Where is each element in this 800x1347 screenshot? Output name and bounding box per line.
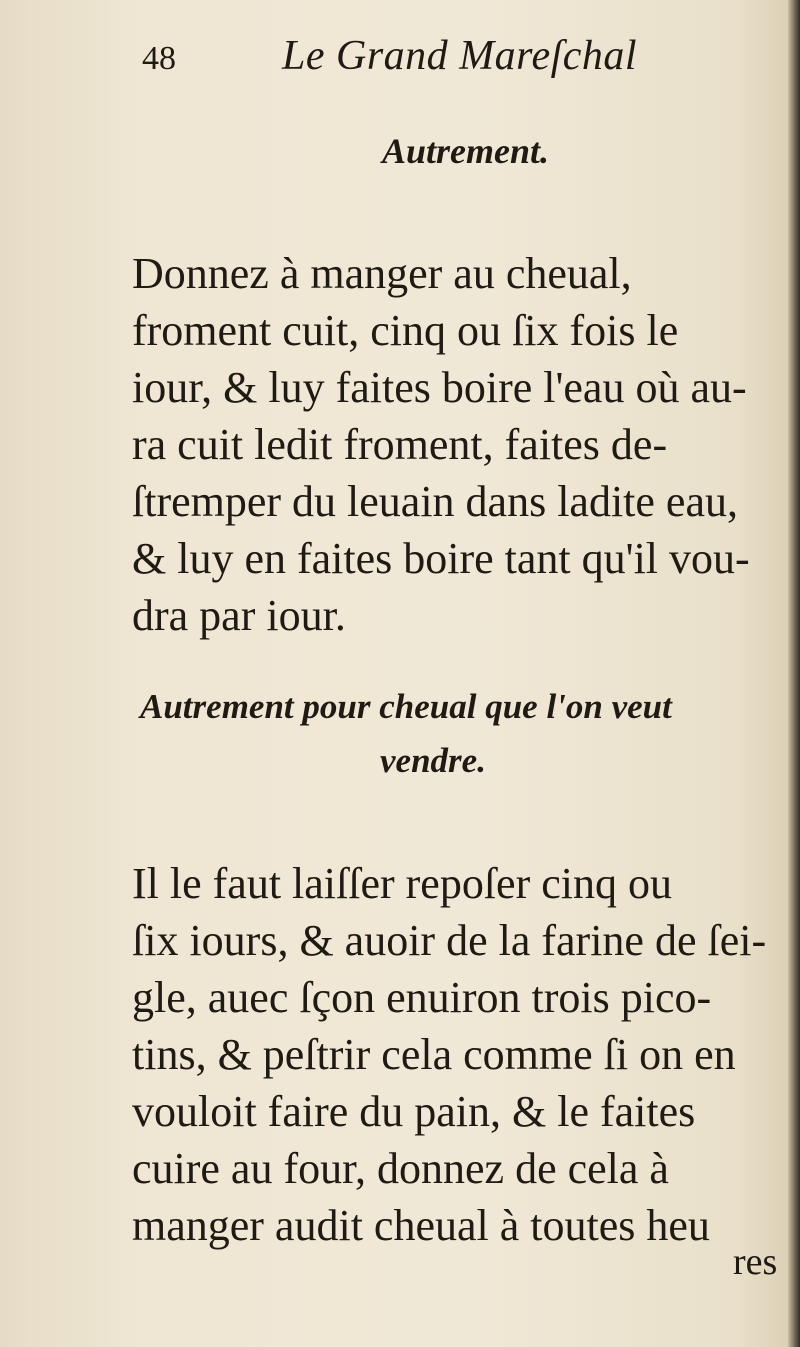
text-line: vouloit faire du pain, & le faites [132,1087,696,1136]
paragraph-1 [132,245,792,644]
text-line: froment cuit, cinq ou ſix fois le [132,306,679,355]
text-line: ſtremper du leuain dans ladite eau, [132,477,738,526]
heading-line: vendre. [380,741,486,780]
catchword: res [733,1241,778,1283]
text-line: cuire au four, donnez de cela à [132,1144,669,1193]
paragraph-2 [132,855,792,1254]
section-heading-2 [140,680,790,788]
text-line: iour, & luy faites boire l'eau où au- [132,363,747,412]
section-heading: Autrement. [382,131,550,171]
text-line: dra par iour. [132,591,346,640]
text-line: ra cuit ledit froment, faites de- [132,420,668,469]
page-header [142,32,702,92]
text-line: Il le faut laiſſer repoſer cinq ou [132,859,672,908]
text-line: Donnez à manger au cheual, [132,249,632,298]
text-line: manger audit cheual à toutes heu [132,1201,710,1250]
text-line: ſix iours, & auoir de la farine de ſei- [132,916,767,965]
text-line: tins, & peſtrir cela comme ſi on en [132,1030,736,1079]
heading-line: Autrement pour cheual que l'on veut [140,687,672,726]
running-title: Le Grand Mareſchal [282,33,638,79]
text-line: & luy en faites boire tant qu'il vou- [132,534,750,583]
text-line: gle, auec ſçon enuiron trois pico- [132,973,712,1022]
page-number: 48 [142,40,176,77]
